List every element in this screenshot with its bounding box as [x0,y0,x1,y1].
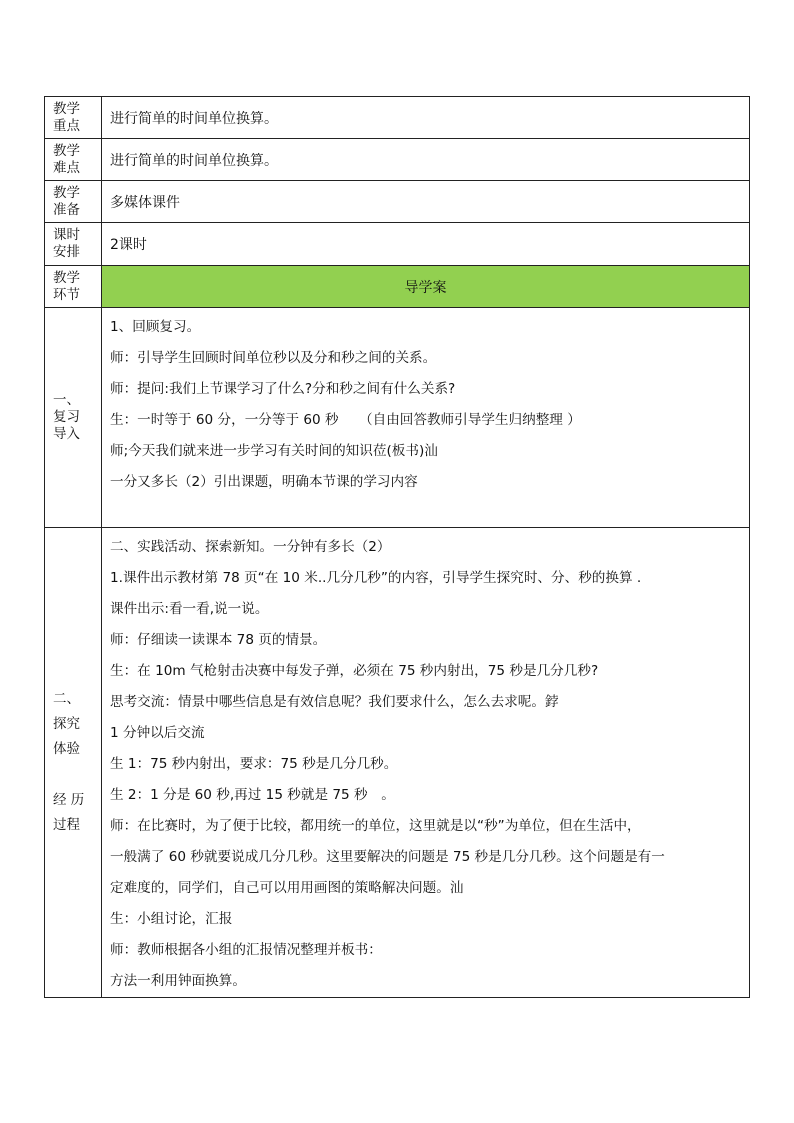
label-line: 环节 [53,286,80,303]
section-review-content [102,308,750,528]
content-line: 师;今天我们就来进一步学习有关时间的知识莅(板书)汕 [110,443,438,459]
value-key-point: 进行简单的时间单位换算。 [102,97,750,139]
label-line: 过程 [53,817,80,833]
content-line: 师：仔细读一读课本 78 页的情景。 [110,632,327,648]
content-line: 生：一时等于 60 分，一分等于 60 秒 （自由回答教师引导学生归纳整理 ） [110,412,581,428]
value-period: 2课时 [102,223,750,266]
content-line: 二、实践活动、探索新知。一分钟有多长（2） [110,539,391,555]
content-line: 1.课件出示教材第 78 页“在 10 米..几分几秒”的内容，引导学生探究时、分、秒的换算 . [110,570,642,586]
label-difficulty [45,139,102,181]
section-explore-content [102,528,750,998]
lesson-plan-table [44,96,750,998]
value-difficulty: 进行简单的时间单位换算。 [102,139,750,181]
row-period [45,223,750,266]
content-line: 生 1：75 秒内射出，要求：75 秒是几分几秒。 [110,756,398,772]
label-preparation [45,181,102,223]
label-line: 安排 [53,244,80,260]
content-line: 一般满了 60 秒就要说成几分几秒。这里要解决的问题是 75 秒是几分几秒。这个问题是有一 [110,849,665,865]
label-line: 导入 [53,426,80,442]
label-line: 课时 [53,227,80,243]
label-stage [45,266,102,308]
label-line: 经 历 [53,792,85,808]
label-line: 体验 [53,741,80,757]
row-section-review [45,308,750,528]
row-section-explore [45,528,750,998]
label-line: 教学 [53,184,80,201]
content-line: 课件出示:看一看,说一说。 [110,601,269,617]
content-line: 师：引导学生回顾时间单位秒以及分和秒之间的关系。 [110,350,437,366]
label-key-point [45,97,102,139]
content-line: 师：提问:我们上节课学习了什么?分和秒之间有什么关系? [110,381,456,397]
label-line: 难点 [53,159,80,176]
content-line: 师：教师根据各小组的汇报情况整理并板书： [110,942,382,958]
row-difficulty [45,139,750,181]
label-line: 教学 [53,142,80,159]
section-explore-label [45,528,102,998]
row-key-point [45,97,750,139]
stage-header: 导学案 [102,266,750,308]
content-line: 1、回顾复习。 [110,319,201,335]
content-line: 生：在 10m 气枪射击决赛中每发子弹，必须在 75 秒内射出，75 秒是几分几秒? [110,663,599,679]
content-line: 定难度的，同学们，自己可以用用画图的策略解决问题。汕 [110,880,464,896]
label-line: 二、 [53,691,80,707]
label-period [45,223,102,266]
section-review-label [45,308,102,528]
label-line: 教学 [53,269,80,286]
row-preparation [45,181,750,223]
label-line: 复习 [53,409,80,425]
content-line: 一分又多长（2）引出课题，明确本节课的学习内容 [110,474,418,490]
content-line: 思考交流：情景中哪些信息是有效信息呢？我们要求什么，怎么去求呢。鋍 [110,694,559,710]
label-line: 重点 [53,117,80,134]
label-line: 教学 [53,100,80,117]
row-stage [45,266,750,308]
label-line: 探究 [53,716,80,732]
label-line: 准备 [53,201,80,218]
content-line: 方法一利用钟面换算。 [110,973,246,989]
content-line: 师：在比赛时，为了便于比较，都用统一的单位，这里就是以“秒”为单位，但在生活中， [110,818,641,834]
content-line: 生：小组讨论，汇报 [110,911,233,927]
content-line: 生 2：1 分是 60 秒,再过 15 秒就是 75 秒 。 [110,787,395,803]
content-line: 1 分钟以后交流 [110,725,205,741]
value-preparation: 多媒体课件 [102,181,750,223]
label-line: 一、 [53,392,80,408]
